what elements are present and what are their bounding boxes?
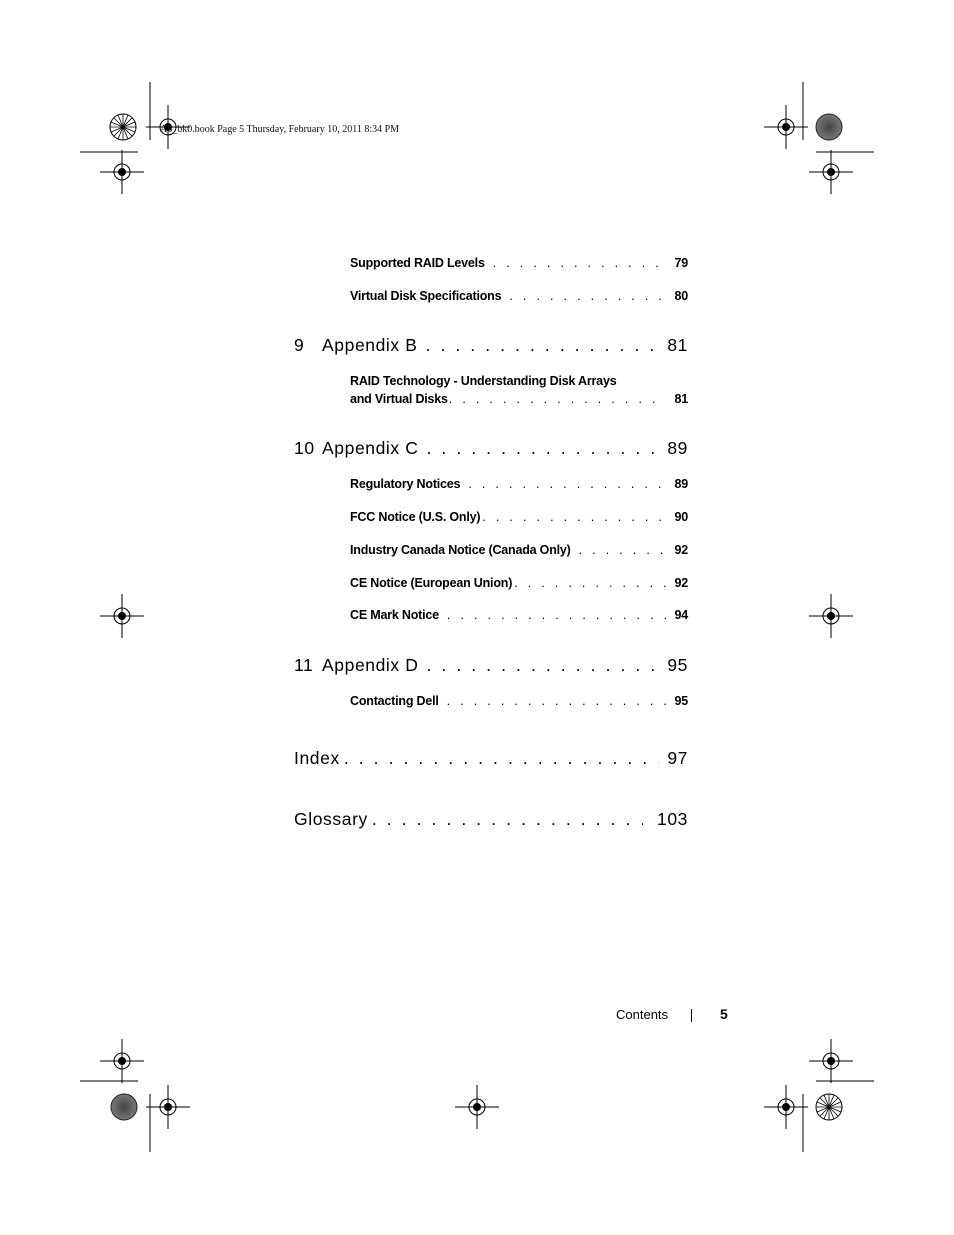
toc-entry-title: Industry Canada Notice (Canada Only) xyxy=(350,543,571,557)
dot-leader xyxy=(579,543,667,557)
toc-entry-title: CE Notice (European Union) xyxy=(350,576,513,590)
registration-mark-icon xyxy=(764,105,808,149)
chapter-number: 10 xyxy=(294,438,315,458)
registration-mark-icon xyxy=(455,1085,499,1129)
toc-entry-raid-technology[interactable] xyxy=(350,392,688,406)
toc-chapter-title: Appendix B xyxy=(322,335,418,355)
toc-chapter-10[interactable] xyxy=(294,438,688,459)
toc-chapter-page: 103 xyxy=(657,809,688,829)
toc-entry-industry-canada-notice[interactable] xyxy=(350,543,688,557)
dot-leader xyxy=(482,510,666,524)
dot-leader xyxy=(372,809,643,830)
toc-entry-page: 92 xyxy=(674,576,688,590)
toc-entry-fcc-notice[interactable] xyxy=(350,510,688,524)
toc-entry-ce-mark-notice[interactable] xyxy=(350,608,688,622)
toc-chapter-page: 95 xyxy=(667,655,688,675)
registration-mark-icon xyxy=(100,1039,144,1083)
dot-leader xyxy=(344,748,660,769)
toc-entry-page: 89 xyxy=(674,477,688,491)
toc-chapter-title: Appendix C xyxy=(322,438,419,458)
registration-mark-icon xyxy=(809,594,853,638)
footer-divider xyxy=(691,1009,692,1022)
dot-leader xyxy=(447,694,667,708)
toc-entry-ce-notice[interactable] xyxy=(350,576,688,590)
toc-entry-page: 94 xyxy=(674,608,688,622)
toc-entry-page: 95 xyxy=(674,694,688,708)
toc-entry-supported-raid-levels[interactable] xyxy=(350,256,688,270)
toc-entry-title: and Virtual Disks xyxy=(350,392,448,406)
toc-glossary[interactable] xyxy=(294,809,688,830)
toc-chapter-9[interactable] xyxy=(294,335,688,356)
toc-chapter-page: 97 xyxy=(667,748,688,768)
toc-entry-title: Supported RAID Levels xyxy=(350,256,485,270)
toc-chapter-page: 89 xyxy=(667,438,688,458)
toc-entry-contacting-dell[interactable] xyxy=(350,694,688,708)
star-target-icon xyxy=(110,114,136,140)
dot-leader xyxy=(426,655,659,676)
toc-entry-page: 79 xyxy=(674,256,688,270)
dot-leader xyxy=(426,335,660,356)
dot-leader xyxy=(447,608,667,622)
toc-entry-page: 80 xyxy=(674,289,688,303)
dot-leader xyxy=(449,392,667,406)
dot-leader xyxy=(509,289,666,303)
toc-entry-raid-technology-line1[interactable]: RAID Technology - Understanding Disk Arrays xyxy=(350,374,617,388)
gray-target-icon xyxy=(111,1094,137,1120)
footer-section-label: Contents xyxy=(616,1007,669,1022)
toc-chapter-title: Glossary xyxy=(294,809,368,829)
registration-mark-icon xyxy=(146,1085,190,1129)
toc-index[interactable] xyxy=(294,748,688,769)
toc-entry-page: 90 xyxy=(674,510,688,524)
registration-mark-icon xyxy=(809,1039,853,1083)
chapter-number: 11 xyxy=(294,655,314,675)
toc-chapter-11[interactable] xyxy=(294,655,688,676)
toc-chapter-page: 81 xyxy=(667,335,688,355)
dot-leader xyxy=(493,256,667,270)
toc-chapter-title: Index xyxy=(294,748,340,768)
toc-entry-page: 92 xyxy=(674,543,688,557)
star-target-icon xyxy=(816,1094,842,1120)
toc-entry-title: Regulatory Notices xyxy=(350,477,461,491)
toc-entry-title: Contacting Dell xyxy=(350,694,439,708)
footer-page-number: 5 xyxy=(720,1006,728,1022)
registration-mark-icon xyxy=(100,594,144,638)
registration-mark-icon xyxy=(764,1085,808,1129)
toc-chapter-title: Appendix D xyxy=(322,655,419,675)
dot-leader xyxy=(514,576,666,590)
toc-entry-virtual-disk-specifications[interactable] xyxy=(350,289,688,303)
dot-leader xyxy=(468,477,666,491)
print-slug: A5_bk0.book Page 5 Thursday, February 10, 2011 8:34 PM xyxy=(160,124,400,135)
toc-entry-regulatory-notices[interactable] xyxy=(350,477,688,491)
registration-mark-icon xyxy=(809,150,853,194)
registration-mark-icon xyxy=(100,150,144,194)
gray-target-icon xyxy=(816,114,842,140)
chapter-number: 9 xyxy=(294,335,305,355)
toc-entry-title: Virtual Disk Specifications xyxy=(350,289,502,303)
toc-entry-title: CE Mark Notice xyxy=(350,608,439,622)
dot-leader xyxy=(426,438,659,459)
toc-entry-title: FCC Notice (U.S. Only) xyxy=(350,510,481,524)
toc-entry-page: 81 xyxy=(674,392,688,406)
